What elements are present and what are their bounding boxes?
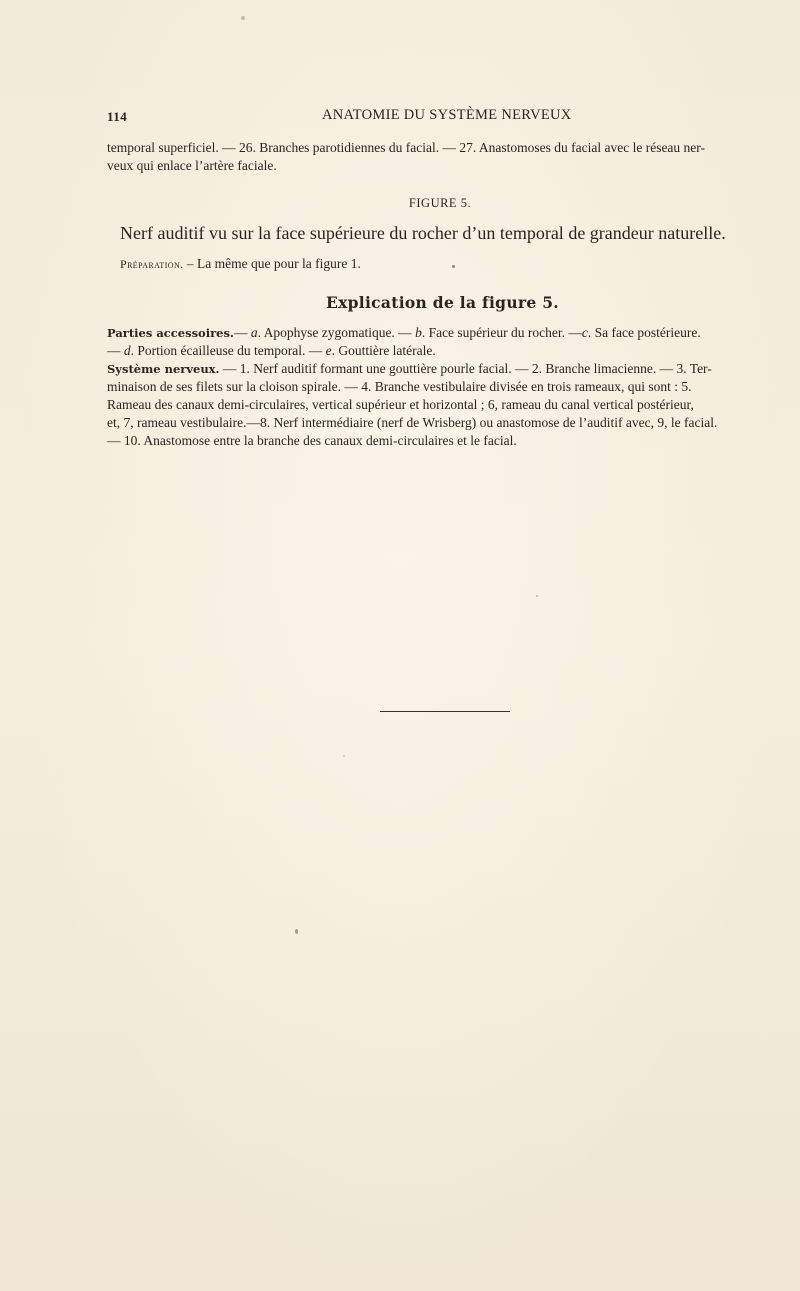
page-number: 114	[107, 109, 128, 124]
preparation-text: – La même que pour la figure 1.	[183, 256, 361, 271]
systeme-line-4: et, 7, rameau vestibulaire.—8. Nerf intermédiaire (nerf de Wrisberg) ou anastomose de l’auditif avec, 9, le facial.	[107, 415, 718, 430]
legend-letter: c	[581, 325, 588, 340]
figure-title: Nerf auditif vu sur la face supérieure du rocher d’un temporal de grandeur naturelle.	[120, 223, 726, 243]
systeme-line-5: — 10. Anastomose entre la branche des canaux demi-circulaires et le facial.	[107, 433, 517, 448]
parties-text: —	[107, 343, 124, 358]
continuation-line-1: temporal superficiel. — 26. Branches parotidiennes du facial. — 27. Anastomoses du facial avec le réseau ner-	[107, 140, 706, 155]
paper-speck	[295, 929, 298, 934]
continuation-line-2: veux qui enlace l’artère faciale.	[107, 158, 277, 173]
parties-line-1	[107, 324, 787, 342]
page-header	[107, 107, 692, 127]
systeme-lead: Système nerveux.	[107, 362, 220, 376]
paper-speck	[343, 755, 345, 757]
preparation-note	[120, 256, 361, 272]
preparation-label: Préparation.	[120, 257, 184, 271]
systeme-text: — 1. Nerf auditif formant une gouttière pourle facial. — 2. Branche limacienne. — 3. Ter-	[219, 361, 712, 376]
parties-accessoires-paragraph	[107, 324, 787, 360]
systeme-line-2: minaison de ses filets sur la cloison spirale. — 4. Branche vestibulaire divisée en trois rameaux, qui sont : 5.	[107, 379, 692, 394]
parties-text: . Apophyse zygomatique. —	[257, 325, 416, 340]
legend-letter: a	[250, 325, 258, 340]
parties-text: . Gouttière latérale.	[331, 343, 436, 358]
end-rule	[380, 711, 510, 712]
paper-speck	[536, 595, 538, 597]
parties-text: . Portion écailleuse du temporal. —	[130, 343, 326, 358]
systeme-line-3: Rameau des canaux demi-circulaires, vertical supérieur et horizontal ; 6, rameau du canal vertical postérieur,	[107, 397, 694, 412]
figure-label: FIGURE 5.	[408, 196, 472, 210]
explication-heading: Explication de la figure 5.	[326, 293, 559, 312]
legend-letter: e	[325, 343, 332, 358]
paper-speck	[452, 265, 455, 268]
systeme-line-1	[107, 360, 787, 378]
legend-letter: b	[415, 325, 422, 340]
parties-text: . Sa face postérieure.	[587, 325, 701, 340]
systeme-nerveux-paragraph	[107, 360, 787, 450]
parties-lead: Parties accessoires.	[107, 326, 234, 340]
parties-text: —	[233, 325, 251, 340]
continuation-paragraph	[107, 139, 787, 175]
parties-text: . Face supérieur du rocher. —	[421, 325, 582, 340]
paper-speck	[241, 16, 245, 20]
legend-letter: d	[123, 343, 131, 358]
running-title: ANATOMIE DU SYSTÈME NERVEUX	[322, 107, 572, 123]
parties-line-2	[107, 342, 787, 360]
